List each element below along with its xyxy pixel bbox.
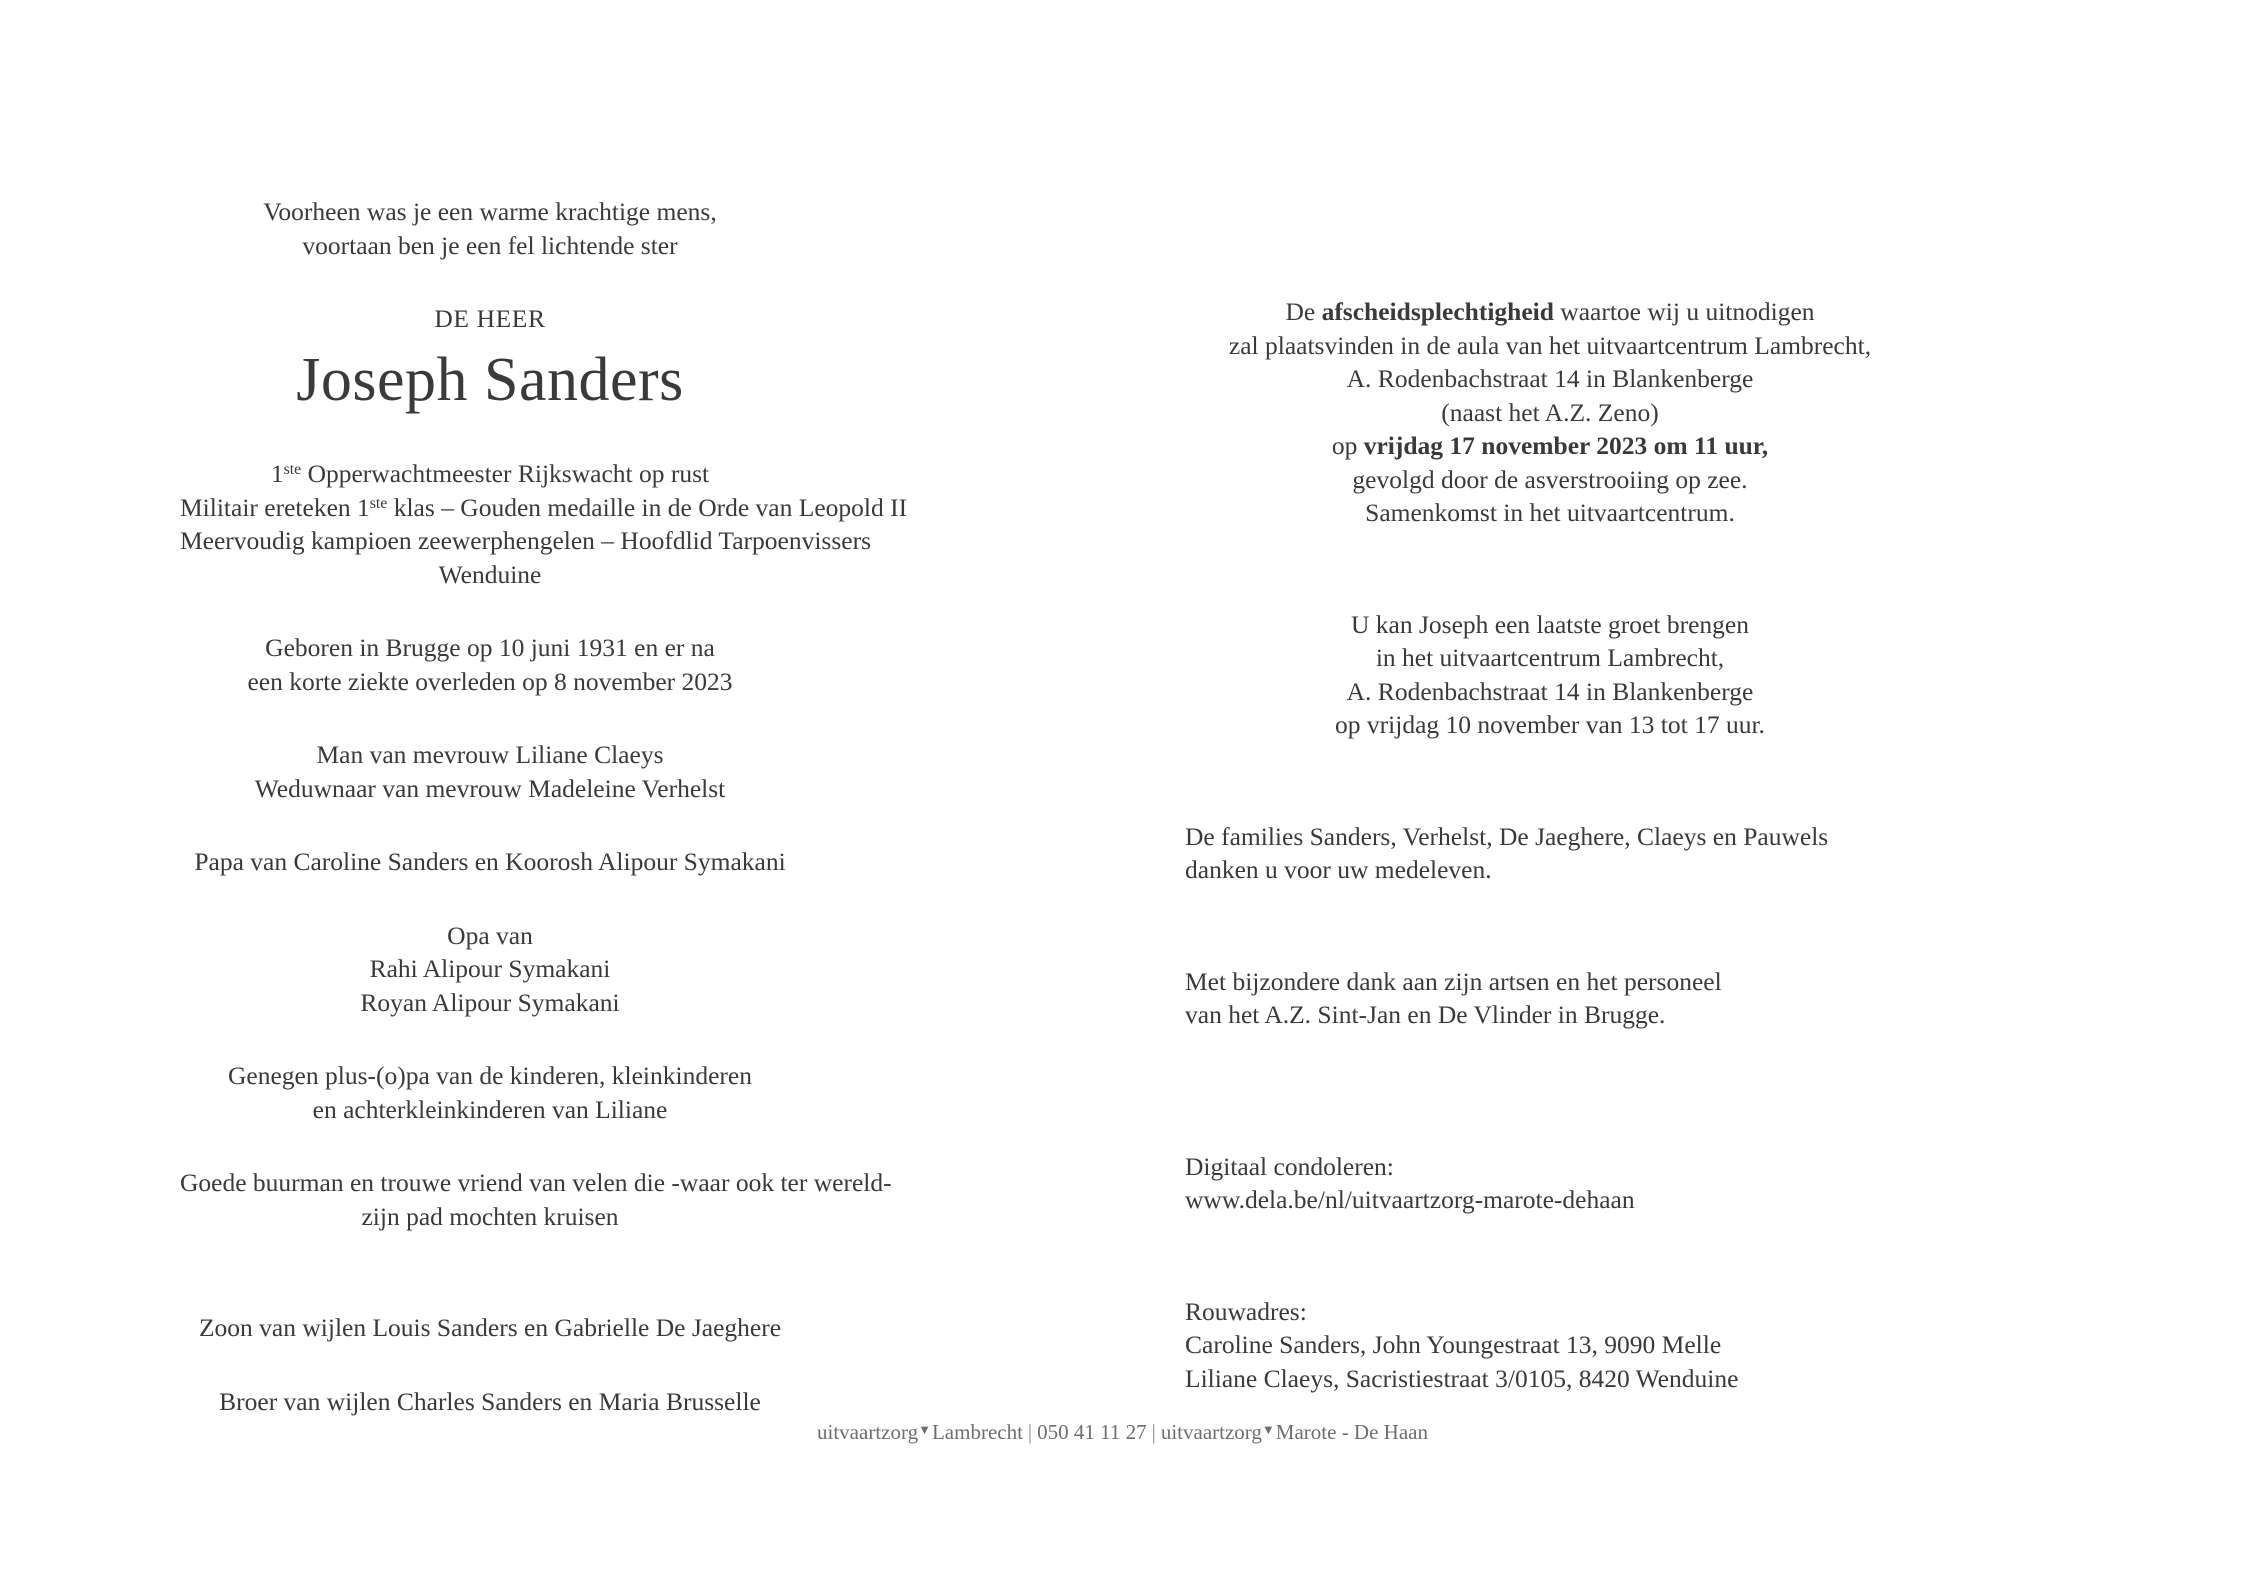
visitation-line-3: A. Rodenbachstraat 14 in Blankenberge: [1346, 676, 1754, 706]
right-column: [1185, 295, 1915, 1395]
honour-text: klas – Gouden medaille in de Orde van Leopold II: [387, 492, 908, 522]
footer-separator-2: |: [1151, 1420, 1156, 1444]
page-title: Joseph Sanders: [296, 346, 684, 414]
parents-block: [180, 1311, 800, 1345]
ceremony-datetime-pre: op: [1331, 431, 1364, 460]
title-honour: [180, 491, 908, 525]
dates-block: [180, 631, 800, 698]
mourning-address-line-1: Caroline Sanders, John Youngestraat 13, 9090 Melle: [1185, 1330, 1722, 1359]
footer-brand-1-name: Lambrecht: [931, 1420, 1023, 1444]
friends-line-1: Goede buurman en trouwe vriend van velen die -waar ook ter wereld-: [180, 1168, 892, 1197]
footer-brand-2-name: Marote - De Haan: [1275, 1420, 1428, 1444]
ceremony-keyword: afscheidsplechtigheid: [1321, 297, 1554, 326]
mourning-address-line-2: Liliane Claeys, Sacristiestraat 3/0105, 8420 Wenduine: [1185, 1363, 1739, 1393]
children-block: [180, 845, 800, 879]
grandchild-1: Rahi Alipour Symakani: [369, 954, 611, 983]
grandchild-2: Royan Alipour Symakani: [360, 987, 620, 1017]
birth-line: Geboren in Brugge op 10 juni 1931 en er na: [265, 633, 715, 662]
condolences-label: Digitaal condoleren:: [1185, 1151, 1394, 1181]
ceremony-datetime: [1185, 429, 1915, 463]
footer-separator-1: |: [1027, 1420, 1033, 1444]
salutation-block: [180, 302, 800, 335]
footer: [0, 1418, 2245, 1446]
thanks-families-block: [1185, 820, 1915, 887]
widower-line: Weduwnaar van mevrouw Madeleine Verhelst: [254, 773, 726, 803]
children-line: Papa van Caroline Sanders en Koorosh Alipour Symakani: [194, 847, 786, 876]
honour-prefix: Militair ereteken 1: [180, 492, 370, 522]
name-block: [180, 343, 800, 417]
ceremony-address: A. Rodenbachstraat 14 in Blankenberge: [1346, 364, 1754, 393]
thanks-staff-line-1: Met bijzondere dank aan zijn artsen en het personeel: [1185, 966, 1722, 996]
spacer: [180, 1019, 800, 1059]
title-fishing: Meervoudig kampioen zeewerphengelen – Hoofdlid Tarpoenvissers: [180, 526, 871, 555]
spacer: [180, 1126, 800, 1166]
mourning-address-label: Rouwadres:: [1185, 1296, 1307, 1326]
ceremony-landmark: (naast het A.Z. Zeno): [1441, 397, 1659, 427]
stepfamily-line-1: Genegen plus-(o)pa van de kinderen, kleinkinderen: [228, 1061, 752, 1090]
thanks-staff-line-2: van het A.Z. Sint-Jan en De Vlinder in Brugge.: [1185, 1000, 1666, 1029]
parents-line: Zoon van wijlen Louis Sanders en Gabrielle De Jaeghere: [198, 1313, 782, 1342]
rank-ordinal-suffix: ste: [283, 461, 302, 479]
titles-block: [180, 457, 908, 591]
footer-brand-1-prefix: uitvaartzorg: [817, 1420, 919, 1444]
spacer: [180, 262, 800, 302]
friends-line-2: zijn pad mochten kruisen: [361, 1201, 619, 1231]
triangle-icon: ▼: [1261, 1421, 1275, 1437]
honour-ordinal-suffix: ste: [369, 494, 388, 512]
death-line: een korte ziekte overleden op 8 november 2023: [247, 666, 733, 696]
spacer: [180, 417, 800, 457]
rank-number: 1: [270, 459, 284, 488]
mourning-address-block: [1185, 1295, 1915, 1396]
spacer: [180, 1233, 800, 1311]
spacer: [1185, 530, 1915, 608]
grandchildren-heading: Opa van: [447, 920, 533, 950]
thanks-families-line-2: danken u voor uw medeleven.: [1185, 855, 1492, 884]
visitation-line-2: in het uitvaartcentrum Lambrecht,: [1375, 643, 1725, 672]
title-rank: [180, 457, 800, 491]
spacer: [1185, 887, 1915, 965]
ceremony-gathering: Samenkomst in het uitvaartcentrum.: [1365, 498, 1735, 527]
friends-block: [180, 1166, 892, 1233]
spouse-line: Man van mevrouw Liliane Claeys: [316, 740, 664, 769]
spacer: [180, 805, 800, 845]
left-column: [180, 195, 908, 1418]
stepfamily-block: [180, 1059, 800, 1126]
condolences-url[interactable]: www.dela.be/nl/uitvaartzorg-marote-dehaan: [1185, 1185, 1635, 1214]
siblings-block: [180, 1385, 800, 1419]
footer-brand-2-prefix: uitvaartzorg: [1160, 1420, 1262, 1444]
salutation: DE HEER: [434, 304, 546, 333]
rank-text: Opperwachtmeester Rijkswacht op rust: [301, 459, 710, 488]
poem-block: [180, 195, 800, 262]
spacer: [180, 1345, 800, 1385]
ceremony-venue: zal plaatsvinden in de aula van het uitvaartcentrum Lambrecht,: [1228, 330, 1872, 360]
title-city: Wenduine: [438, 559, 542, 589]
visitation-line-1: U kan Joseph een laatste groet brengen: [1351, 609, 1749, 639]
visitation-line-4: op vrijdag 10 november van 13 tot 17 uur.: [1335, 710, 1765, 739]
spacer: [1185, 1217, 1915, 1295]
ceremony-block: [1185, 295, 1915, 530]
ceremony-intro-post: waartoe wij u uitnodigen: [1553, 297, 1815, 326]
triangle-icon: ▼: [918, 1421, 931, 1437]
thanks-staff-block: [1185, 965, 1915, 1032]
spouses-block: [180, 738, 800, 805]
siblings-line: Broer van wijlen Charles Sanders en Maria Brusselle: [219, 1386, 761, 1416]
ceremony-datetime-value: vrijdag 17 november 2023 om 11 uur,: [1363, 431, 1769, 460]
ceremony-ashes: gevolgd door de asverstrooiing op zee.: [1352, 464, 1748, 494]
ceremony-intro: [1185, 295, 1915, 329]
poem-line-1: Voorheen was je een warme krachtige mens,: [263, 197, 717, 226]
footer-phone: 050 41 11 27: [1037, 1420, 1147, 1444]
spacer: [1185, 1110, 1915, 1150]
spacer: [180, 879, 800, 919]
spacer: [1185, 742, 1915, 820]
grandchildren-block: [180, 919, 800, 1020]
ceremony-intro-pre: De: [1285, 297, 1322, 326]
spacer: [180, 591, 800, 631]
poem-line-2: voortaan ben je een fel lichtende ster: [302, 230, 678, 260]
visitation-block: [1185, 608, 1915, 742]
stepfamily-line-2: en achterkleinkinderen van Liliane: [312, 1094, 668, 1124]
condolences-block: [1185, 1150, 1915, 1217]
spacer: [1185, 1032, 1915, 1110]
spacer: [180, 698, 800, 738]
thanks-families-line-1: De families Sanders, Verhelst, De Jaeghere, Claeys en Pauwels: [1185, 821, 1829, 851]
